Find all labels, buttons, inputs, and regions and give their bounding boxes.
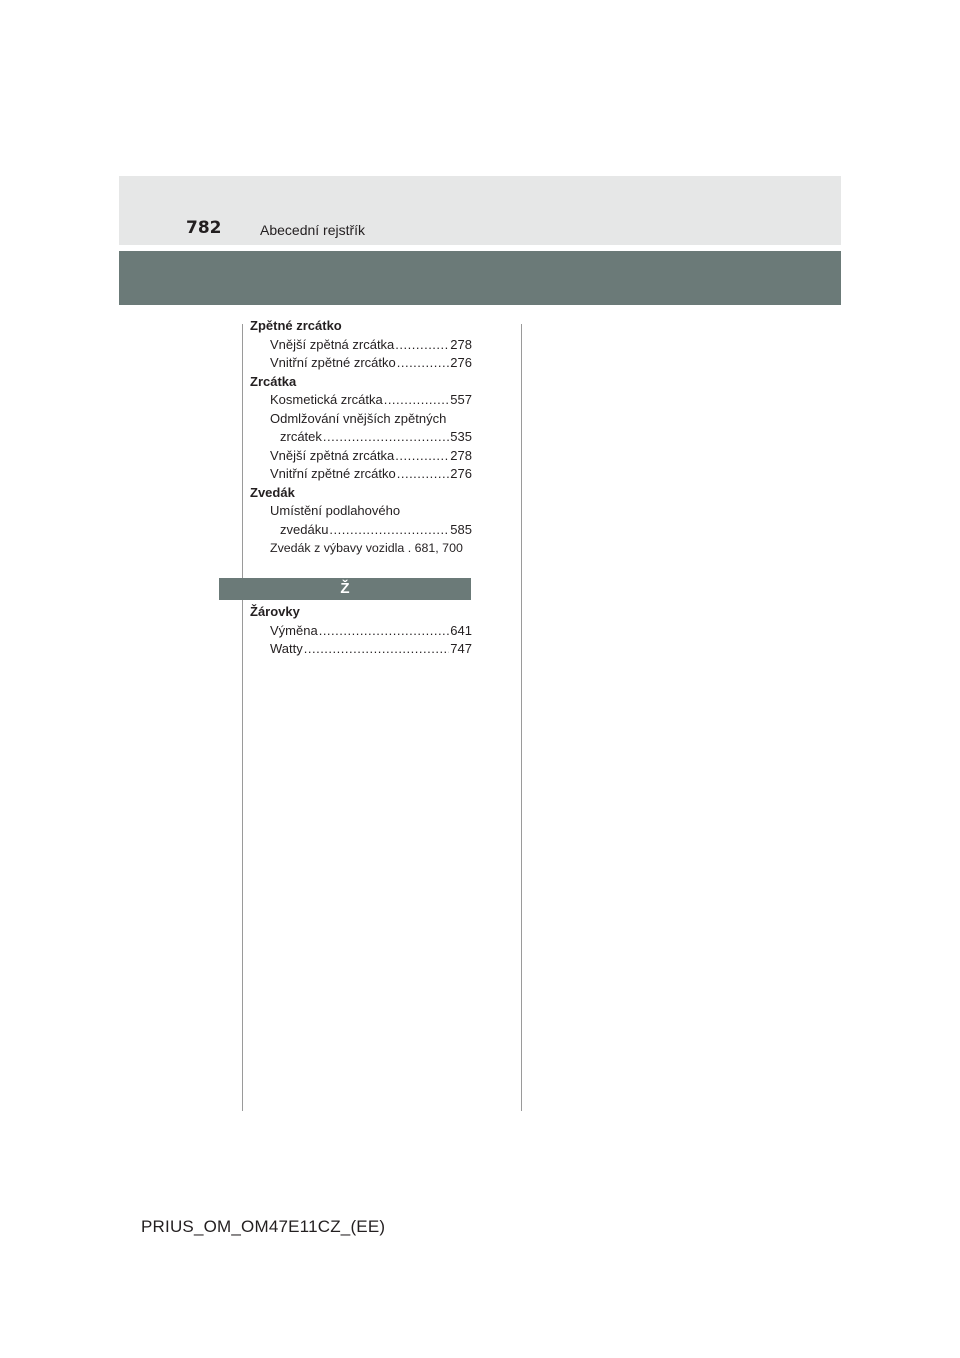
letter-divider: Ž (219, 578, 471, 600)
index-heading-zarovky: Žárovky (250, 604, 300, 619)
index-heading-zpetne-zrcatko: Zpětné zrcátko (250, 318, 342, 333)
index-column-lower (250, 603, 472, 659)
index-entry[interactable] (250, 391, 472, 410)
index-entry[interactable] (250, 428, 472, 447)
column-rule-right (521, 324, 522, 1111)
index-entry-text: Umístění podlahového (270, 503, 401, 518)
dot-leader (397, 354, 450, 373)
index-heading-zrcatka: Zrcátka (250, 373, 297, 389)
index-entry[interactable] (250, 465, 472, 484)
index-entry-page[interactable]: 747 (450, 641, 472, 656)
header-band (119, 176, 841, 245)
index-entry[interactable]: Zvedák z výbavy vozidla . 681, 700 (270, 541, 463, 555)
index-entry[interactable] (250, 640, 472, 659)
index-entry-text: zvedáku (280, 521, 329, 537)
index-entry-page[interactable]: 276 (450, 466, 472, 481)
index-entry-text: Vnější zpětná zrcátka (270, 447, 395, 463)
index-entry[interactable] (250, 336, 472, 355)
index-entry-text: Odmlžování vnějších zpětných (270, 410, 447, 426)
index-entry-page[interactable]: 557 (450, 392, 472, 407)
dot-leader (395, 447, 449, 466)
index-entry-page[interactable]: 535 (450, 429, 472, 444)
dot-leader (319, 622, 450, 641)
index-entry[interactable] (250, 521, 472, 540)
index-column (250, 317, 472, 558)
section-title: Abecední rejstřík (260, 222, 366, 238)
index-entry-text: Vnitřní zpětné zrcátko (270, 466, 396, 481)
index-entry[interactable] (250, 354, 472, 373)
dot-leader (329, 521, 449, 540)
dot-leader (384, 391, 450, 410)
index-entry-text: Vnější zpětná zrcátka (270, 336, 395, 352)
dot-leader (304, 640, 450, 659)
index-entry-page[interactable]: 585 (450, 521, 472, 537)
dot-leader (323, 428, 449, 447)
index-entry-text: Vnitřní zpětné zrcátko (270, 355, 396, 370)
index-entry-text: Kosmetická zrcátka (270, 392, 383, 407)
document-code: PRIUS_OM_OM47E11CZ_(EE) (141, 1217, 386, 1236)
index-entry-text: Výměna (270, 622, 318, 638)
dot-leader (397, 465, 450, 484)
index-entry-text: Watty (270, 641, 303, 656)
index-entry[interactable] (250, 447, 472, 466)
column-rule-left (242, 324, 243, 1111)
index-entry[interactable] (250, 622, 472, 641)
header-dark-band (119, 251, 841, 305)
index-heading-zvedak: Zvedák (250, 484, 295, 500)
index-entry-page[interactable]: 641 (450, 622, 472, 638)
index-entry-text: zrcátek (280, 429, 322, 444)
page-number: 782 (186, 218, 222, 238)
index-entry-page[interactable]: 276 (450, 355, 472, 370)
index-entry-page[interactable]: 278 (450, 336, 472, 352)
index-entry-page[interactable]: 278 (450, 447, 472, 463)
dot-leader (395, 336, 449, 355)
